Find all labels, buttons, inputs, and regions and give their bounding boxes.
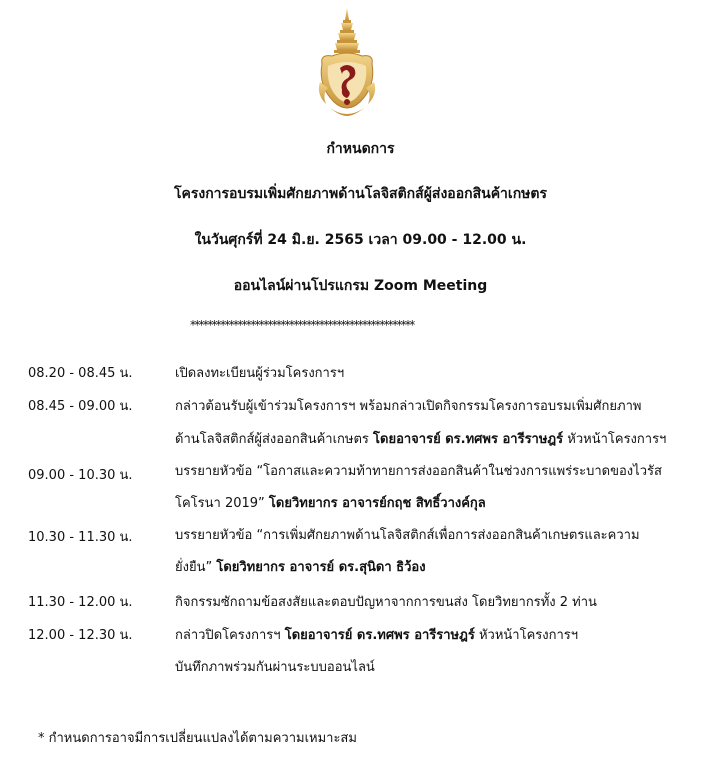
row-time: 08.20 - 08.45 น. (28, 366, 133, 381)
row-time: 11.30 - 12.00 น. (28, 595, 133, 610)
description-text: กล่าวต้อนรับผู้เข้าร่วมโครงการฯ พร้อมกล่าวเปิดกิจกรรมโครงการอบรมเพิ่มศักยภาพ (175, 399, 642, 414)
row-time: 10.30 - 11.30 น. (28, 530, 133, 545)
description-text: ยั่งยืน” (175, 560, 217, 575)
row-time: 08.45 - 09.00 น. (28, 399, 133, 414)
row-description (175, 624, 578, 645)
row-time: 09.00 - 10.30 น. (28, 468, 133, 483)
description-text: บรรยายหัวข้อ “การเพิ่มศักยภาพด้านโลจิสติกส์เพื่อการส่งออกสินค้าเกษตรและความ (175, 528, 640, 543)
row-description (175, 656, 375, 677)
speaker-role: หัวหน้าโครงการฯ (563, 432, 667, 447)
row-description (175, 524, 640, 545)
description-text: กล่าวปิดโครงการฯ (175, 628, 285, 643)
speaker-name: โดยวิทยากร อาจารย์กฤช สิทธิ์วางค์กุล (268, 496, 486, 511)
event-channel: ออนไลน์ผ่านโปรแกรม Zoom Meeting (233, 278, 488, 294)
row-description (175, 492, 486, 513)
speaker-name: โดยอาจารย์ ดร.ทศพร อารีราษฎร์ (284, 628, 475, 643)
row-time: 12.00 - 12.30 น. (28, 628, 133, 643)
event-datetime: ในวันศุกร์ที่ 24 มิ.ย. 2565 เวลา 09.00 - 12.00 น. (194, 232, 527, 248)
description-text: โคโรนา 2019” (175, 496, 269, 511)
description-text: เปิดลงทะเบียนผู้ร่วมโครงการฯ (175, 366, 345, 381)
row-description (175, 428, 666, 449)
footnote: * กำหนดการอาจมีการเปลี่ยนแปลงได้ตามความเหมาะสม (38, 731, 357, 746)
speaker-name: โดยอาจารย์ ดร.ทศพร อารีราษฎร์ (373, 432, 564, 447)
project-name: โครงการอบรมเพิ่มศักยภาพด้านโลจิสติกส์ผู้ส่งออกสินค้าเกษตร (173, 186, 548, 202)
schedule-title: กำหนดการ (326, 141, 395, 157)
description-text: บันทึกภาพร่วมกันผ่านระบบออนไลน์ (175, 660, 375, 675)
separator-line: **************************************************** (190, 318, 414, 332)
row-description (175, 591, 597, 612)
row-description (175, 556, 426, 577)
row-description (175, 362, 344, 383)
description-text: บรรยายหัวข้อ “โอกาสและความท้าทายการส่งออกสินค้าในช่วงการแพร่ระบาดของไวรัส (175, 464, 662, 479)
description-text: ด้านโลจิสติกส์ผู้ส่งออกสินค้าเกษตร (175, 432, 374, 447)
description-text: กิจกรรมซักถามข้อสงสัยและตอบปัญหาจากการขนส่ง โดยวิทยากรทั้ง 2 ท่าน (175, 595, 597, 610)
row-description (175, 395, 641, 416)
speaker-name: โดยวิทยากร อาจารย์ ดร.สุนิดา ธิว้อง (216, 560, 426, 575)
speaker-role: หัวหน้าโครงการฯ (474, 628, 579, 643)
university-emblem-logo (314, 6, 380, 120)
row-description (175, 460, 662, 481)
